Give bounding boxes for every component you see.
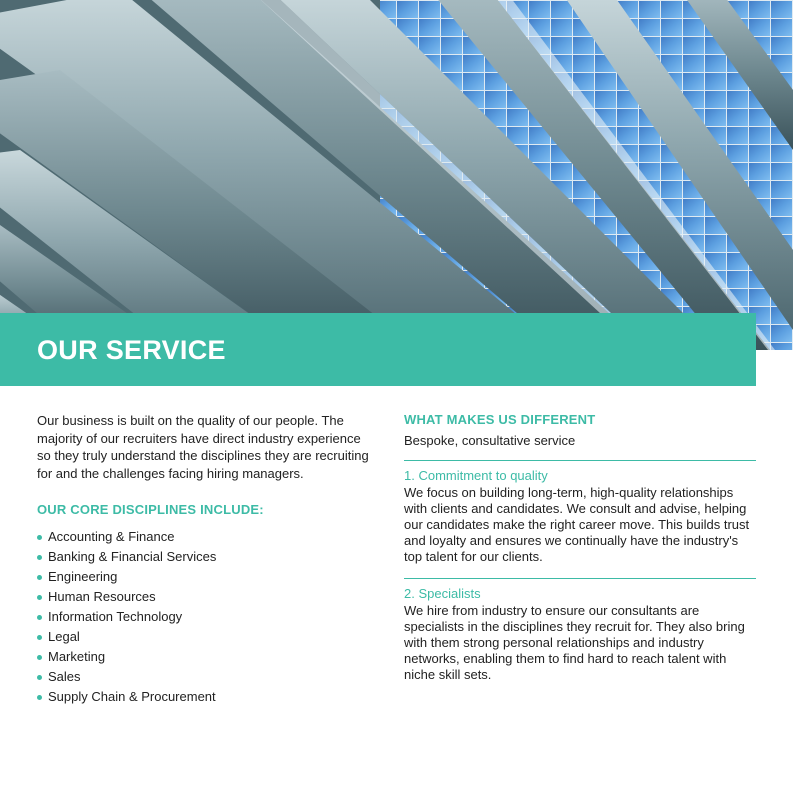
disciplines-heading: OUR CORE DISCIPLINES INCLUDE:: [37, 502, 264, 517]
section-title-specialists: 2. Specialists: [404, 586, 481, 601]
bullet-icon: [37, 635, 42, 640]
section-body-quality: We focus on building long-term, high-quality relationships with clients and candidates. We consult and advise, helping our candidates make the right career move. This builds trust and loyalty and ensures we continually have the industry's top talent for our clients.: [404, 485, 750, 564]
bullet-icon: [37, 535, 42, 540]
right-column: [404, 412, 756, 696]
bullet-icon: [37, 615, 42, 620]
list-item: Accounting & Finance: [37, 527, 377, 547]
section-body-specialists: We hire from industry to ensure our consultants are specialists in the disciplines they recruit for. They also bring with them strong personal relationships and industry networks, enabling them to find hard to reach talent with niche skill sets.: [404, 603, 745, 682]
intro-paragraph: Our business is built on the quality of our people. The majority of our recruiters have direct industry experience so they truly understand the disciplines they are recruiting for and the challenges facing hiring managers.: [37, 413, 369, 481]
section-title-quality: 1. Commitment to quality: [404, 468, 548, 483]
list-item: Supply Chain & Procurement: [37, 687, 377, 707]
section-banner: [0, 313, 756, 386]
bullet-icon: [37, 595, 42, 600]
list-item: Sales: [37, 667, 377, 687]
different-heading: WHAT MAKES US DIFFERENT: [404, 412, 596, 427]
architectural-ceiling-image: [0, 0, 793, 350]
bullet-icon: [37, 675, 42, 680]
list-item: Banking & Financial Services: [37, 547, 377, 567]
divider: [404, 460, 756, 461]
bullet-icon: [37, 655, 42, 660]
list-item: Information Technology: [37, 607, 377, 627]
different-subheading: Bespoke, consultative service: [404, 433, 576, 448]
divider: [404, 578, 756, 579]
page-title: OUR SERVICE: [37, 335, 226, 365]
list-item: Human Resources: [37, 587, 377, 607]
bullet-icon: [37, 555, 42, 560]
list-item: Marketing: [37, 647, 377, 667]
list-item: Engineering: [37, 567, 377, 587]
bullet-icon: [37, 695, 42, 700]
bullet-icon: [37, 575, 42, 580]
hero-image: [0, 0, 793, 350]
left-column: [37, 412, 377, 707]
list-item: Legal: [37, 627, 377, 647]
disciplines-list: [37, 527, 377, 707]
